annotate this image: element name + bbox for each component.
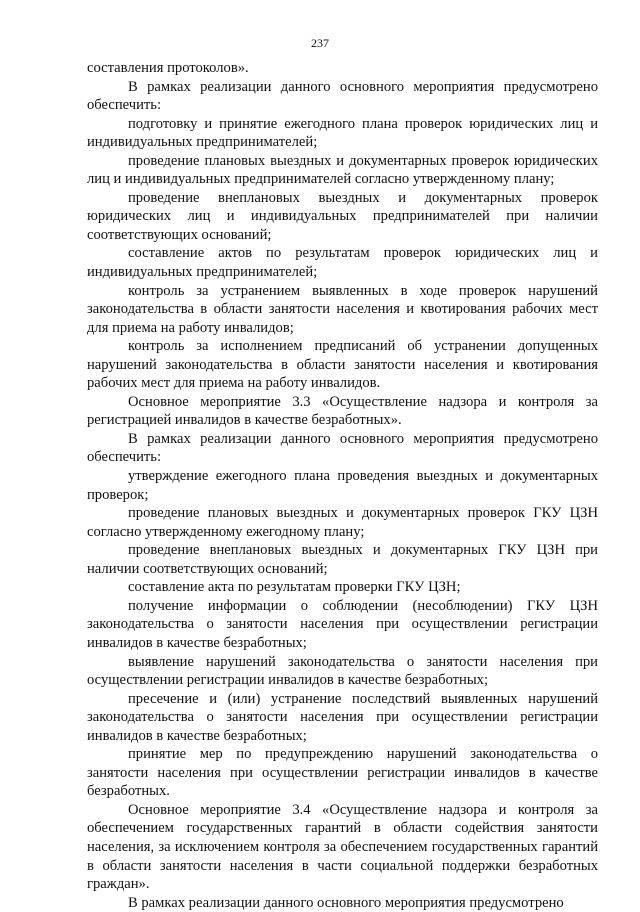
paragraph: контроль за устранением выявленных в ходе проверок нарушений законодательства в области занятости населения и квотирования рабочих мест для приема на работу инвалидов;: [87, 282, 598, 336]
paragraph: проведение плановых выездных и документарных проверок ГКУ ЦЗН согласно утвержденному ежегодному плану;: [87, 505, 598, 540]
paragraph: проведение внеплановых выездных и документарных ГКУ ЦЗН при наличии соответствующих оснований;: [87, 542, 598, 577]
paragraph: Основное мероприятие 3.3 «Осуществление надзора и контроля за регистрацией инвалидов в качестве безработных».: [87, 393, 598, 429]
paragraph: утверждение ежегодного плана проведения выездных и документарных проверок;: [87, 468, 598, 503]
paragraph: проведение внеплановых выездных и документарных проверок юридических лиц и индивидуальных предпринимателей при наличии соответствующих оснований;: [87, 189, 598, 243]
paragraph: В рамках реализации данного основного мероприятия предусмотрено обеспечить:: [87, 78, 598, 114]
document-body: [87, 59, 598, 912]
paragraph: составление акта по результатам проверки ГКУ ЦЗН;: [128, 579, 461, 596]
paragraph: подготовку и принятие ежегодного плана проверок юридических лиц и индивидуальных предпринимателей;: [87, 115, 598, 151]
paragraph: выявление нарушений законодательства о занятости населения при осуществлении регистрации инвалидов в качестве безработных;: [87, 653, 598, 689]
paragraph: принятие мер по предупреждению нарушений законодательства о занятости населения при осуществлении регистрации инвалидов в качестве безработных.: [87, 746, 598, 800]
paragraph: В рамках реализации данного основного мероприятия предусмотрено обеспечить:: [87, 430, 598, 466]
page-number: 237: [311, 36, 329, 50]
paragraph: В рамках реализации данного основного мероприятия предусмотрено: [128, 894, 564, 911]
paragraph: Основное мероприятие 3.4 «Осуществление надзора и контроля за обеспечением государственных гарантий в области содействия занятости населения, за исключением контроля за обеспечением государственных гарантий в области занятости населения в части социальной поддержки безработных граждан».: [87, 801, 598, 893]
paragraph: контроль за исполнением предписаний об устранении допущенных нарушений законодательства в области занятости населения и квотирования рабочих мест для приема на работу инвалидов.: [87, 338, 598, 392]
paragraph: пресечение и (или) устранение последствий выявленных нарушений законодательства о занятости населения при осуществлении регистрации инвалидов в качестве безработных;: [87, 690, 598, 744]
paragraph: составления протоколов».: [87, 60, 249, 76]
paragraph: получение информации о соблюдении (несоблюдении) ГКУ ЦЗН законодательства о занятости населения при осуществлении регистрации инвалидов в качестве безработных;: [87, 597, 598, 651]
paragraph: проведение плановых выездных и документарных проверок юридических лиц и индивидуальных предпринимателей согласно утвержденному плану;: [87, 152, 598, 188]
paragraph: составление актов по результатам проверок юридических лиц и индивидуальных предпринимателей;: [87, 245, 598, 281]
